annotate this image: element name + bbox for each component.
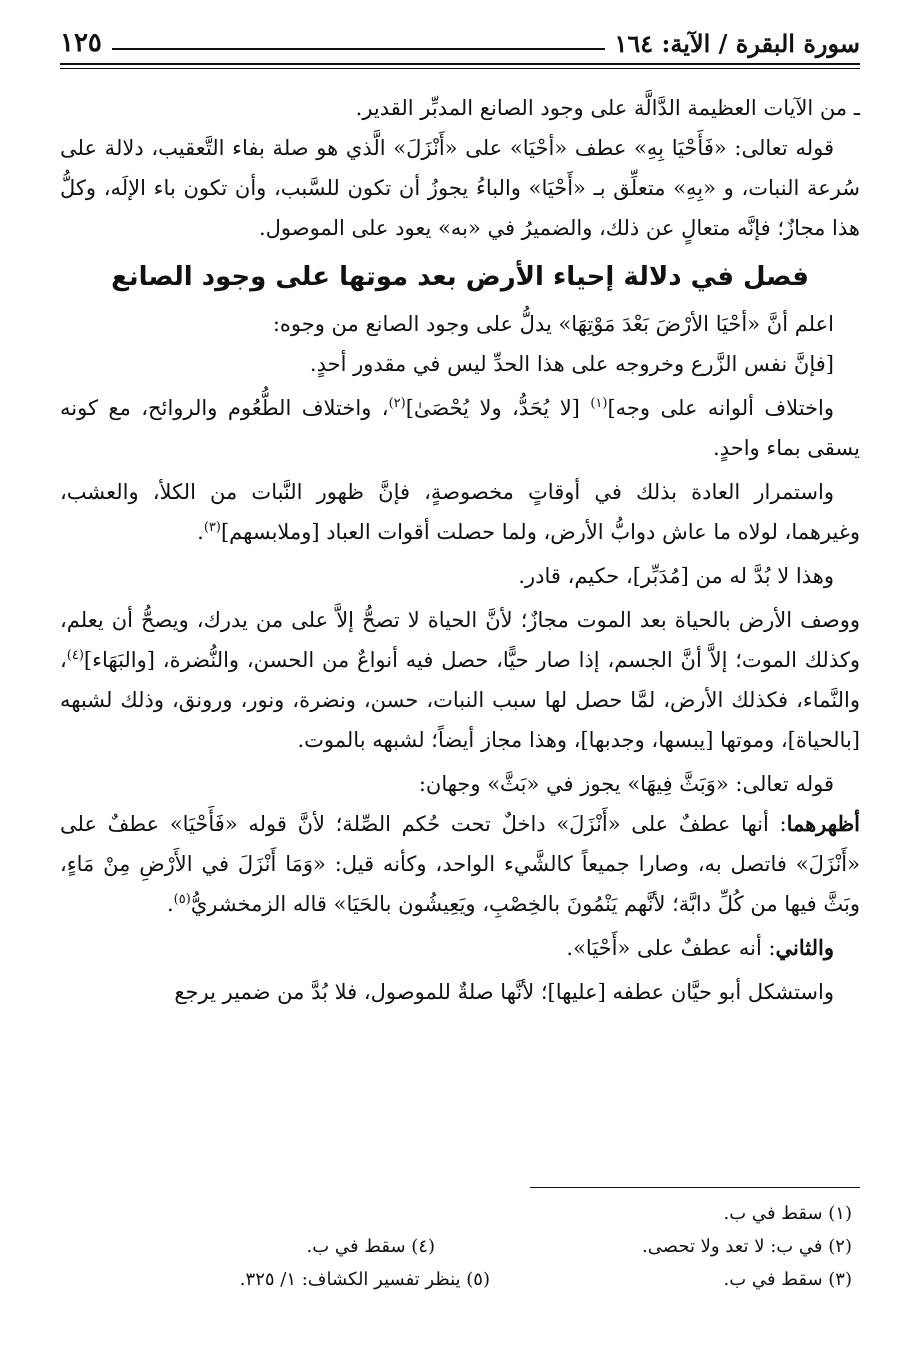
footnote-3: (٣) سقط في ب. bbox=[723, 1269, 852, 1290]
section-heading: فصل في دلالة إحياء الأرض بعد موتها على وجود الصانع bbox=[111, 262, 809, 292]
paragraph-8-text-a: ووصف الأرض بالحياة بعد الموت مجازٌ؛ لأنَّ الحياة لا تصحُّ إلاَّ على من يدرك، ويصحُّ أن يعلم، وكذلك الموت؛ إلاَّ أنَّ الجسم، إذا صار حيًّا، حصل فيه أنواعٌ من الحسن، والنُّضرة، [والبَهَاء] bbox=[60, 608, 860, 672]
running-header-title: سورة البقرة / الآية: ١٦٤ bbox=[614, 29, 860, 58]
paragraph-6-text-b: . bbox=[197, 520, 204, 544]
paragraph-4: [فإنَّ نفس الزَّرع وخروجه على هذا الحدِّ ليس في مقدور أحدٍ. bbox=[309, 352, 834, 376]
footnote-ref-2: (٢) bbox=[388, 396, 406, 411]
paragraph-11-text: : أنه عطفٌ على «أَحْيَا». bbox=[566, 936, 776, 960]
footnote-4: (٤) سقط في ب. bbox=[306, 1236, 435, 1257]
paragraph-5 bbox=[60, 388, 860, 468]
paragraph-5-text-c: ، واختلاف الطُّعُوم والروائح، مع كونه يسقى بماء واحدٍ. bbox=[60, 396, 860, 460]
paragraph-11-lead: والثاني bbox=[775, 935, 834, 960]
footnote-5: (٥) ينظر تفسير الكشاف: ١/ ٣٢٥. bbox=[239, 1269, 490, 1290]
footnote-ref-3: (٣) bbox=[203, 520, 221, 535]
paragraph-5-text-a: واختلاف ألوانه على وجه] bbox=[607, 396, 834, 420]
paragraph-2: قوله تعالى: «فَأَحْيَا بِهِ» عطف «أحْيَا» على «أَنْزَلَ» الَّذي هو صلة بفاء التَّعقيب، دلالة على سُرعة النبات، و «بِهِ» متعلِّق بـ «أَحْيَا» والباءُ يجوزُ أن تكون للسَّبب، وأن تكون باء الإلَه، وكلُّ هذا مجازٌ؛ فإنَّه متعالٍ عن ذلك، والضميرُ في «به» يعود على الموصول. bbox=[60, 136, 860, 240]
paragraph-10-text-a: : أنها عطفٌ على «أَنْزَلَ» داخلٌ تحت حُكم الصِّلة؛ لأنَّ قوله «فَأَحْيَا» عطفٌ على «أَنْزَلَ» فاتصل به، وصارا جميعاً كالشَّيء الواحد، وكأنه قيل: «وَمَا أَنْزَلَ في الأَرْضِ مِنْ مَاءٍ، وبَثَّ فيها من كُلِّ دابَّة؛ لأنَّهم يَنْمُونَ بالخِصْبِ، ويَعِيشُون بالحَيَا» قاله الزمخشريُّ bbox=[60, 812, 860, 916]
footnote-ref-1: (١) bbox=[590, 396, 608, 411]
paragraph-10-text-b: . bbox=[166, 892, 174, 916]
paragraph-5-text-b: [لا يُحَدُّ، ولا يُحْصَىٰ] bbox=[405, 396, 591, 420]
paragraph-8-text-b: ، والنَّماء، فكذلك الأرض، لمَّا حصل لها سبب النبات، حسن، ونضرة، ونور، ورونق، وذلك لشبهه [بالحياة]، وموتها [يبسها، وجدبها]، وهذا مجاز أيضاً؛ لشبهه بالموت. bbox=[60, 648, 860, 752]
paragraph-10 bbox=[60, 804, 860, 924]
header-divider bbox=[60, 63, 860, 69]
paragraph-7: وهذا لا بُدَّ له من [مُدَبِّر]، حكيم، قادر. bbox=[518, 564, 834, 588]
paragraph-1: ـ من الآيات العظيمة الدَّالَّة على وجود الصانع المدبِّر القدير. bbox=[355, 96, 860, 120]
paragraph-6 bbox=[60, 472, 860, 552]
running-header bbox=[60, 20, 860, 60]
header-leader-line bbox=[112, 48, 605, 50]
footnote-1: (١) سقط في ب. bbox=[723, 1203, 852, 1224]
paragraph-9: قوله تعالى: «وَبَثَّ فِيهَا» يجوز في «بَثَّ» وجهان: bbox=[418, 772, 834, 796]
paragraph-12: واستشكل أبو حيَّان عطفه [عليها]؛ لأنَّها صلةٌ للموصول، فلا بُدَّ من ضمير يرجع bbox=[174, 980, 834, 1004]
footnote-ref-4: (٤) bbox=[66, 648, 84, 663]
page-number: ١٢٥ bbox=[60, 28, 102, 58]
page-body bbox=[60, 88, 860, 1012]
paragraph-10-lead: أظهرهما bbox=[786, 811, 860, 836]
footnote-divider bbox=[530, 1187, 860, 1188]
footnote-ref-5: (٥) bbox=[173, 892, 191, 907]
paragraph-11 bbox=[60, 928, 860, 968]
paragraph-6-text-a: واستمرار العادة بذلك في أوقاتٍ مخصوصةٍ، فإنَّ ظهور النَّبات من الكلأ، والعشب، وغيرهما، لولاه ما عاش دوابُّ الأرض، ولما حصلت أقوات العباد [وملابسهم] bbox=[60, 480, 860, 544]
footnote-2: (٢) في ب: لا تعد ولا تحصى. bbox=[641, 1236, 852, 1257]
paragraph-8 bbox=[60, 600, 860, 760]
paragraph-3: اعلم أنَّ «أحْيَا الأرْضَ بَعْدَ مَوْتِهَا» يدلُّ على وجود الصانع من وجوه: bbox=[272, 312, 834, 336]
